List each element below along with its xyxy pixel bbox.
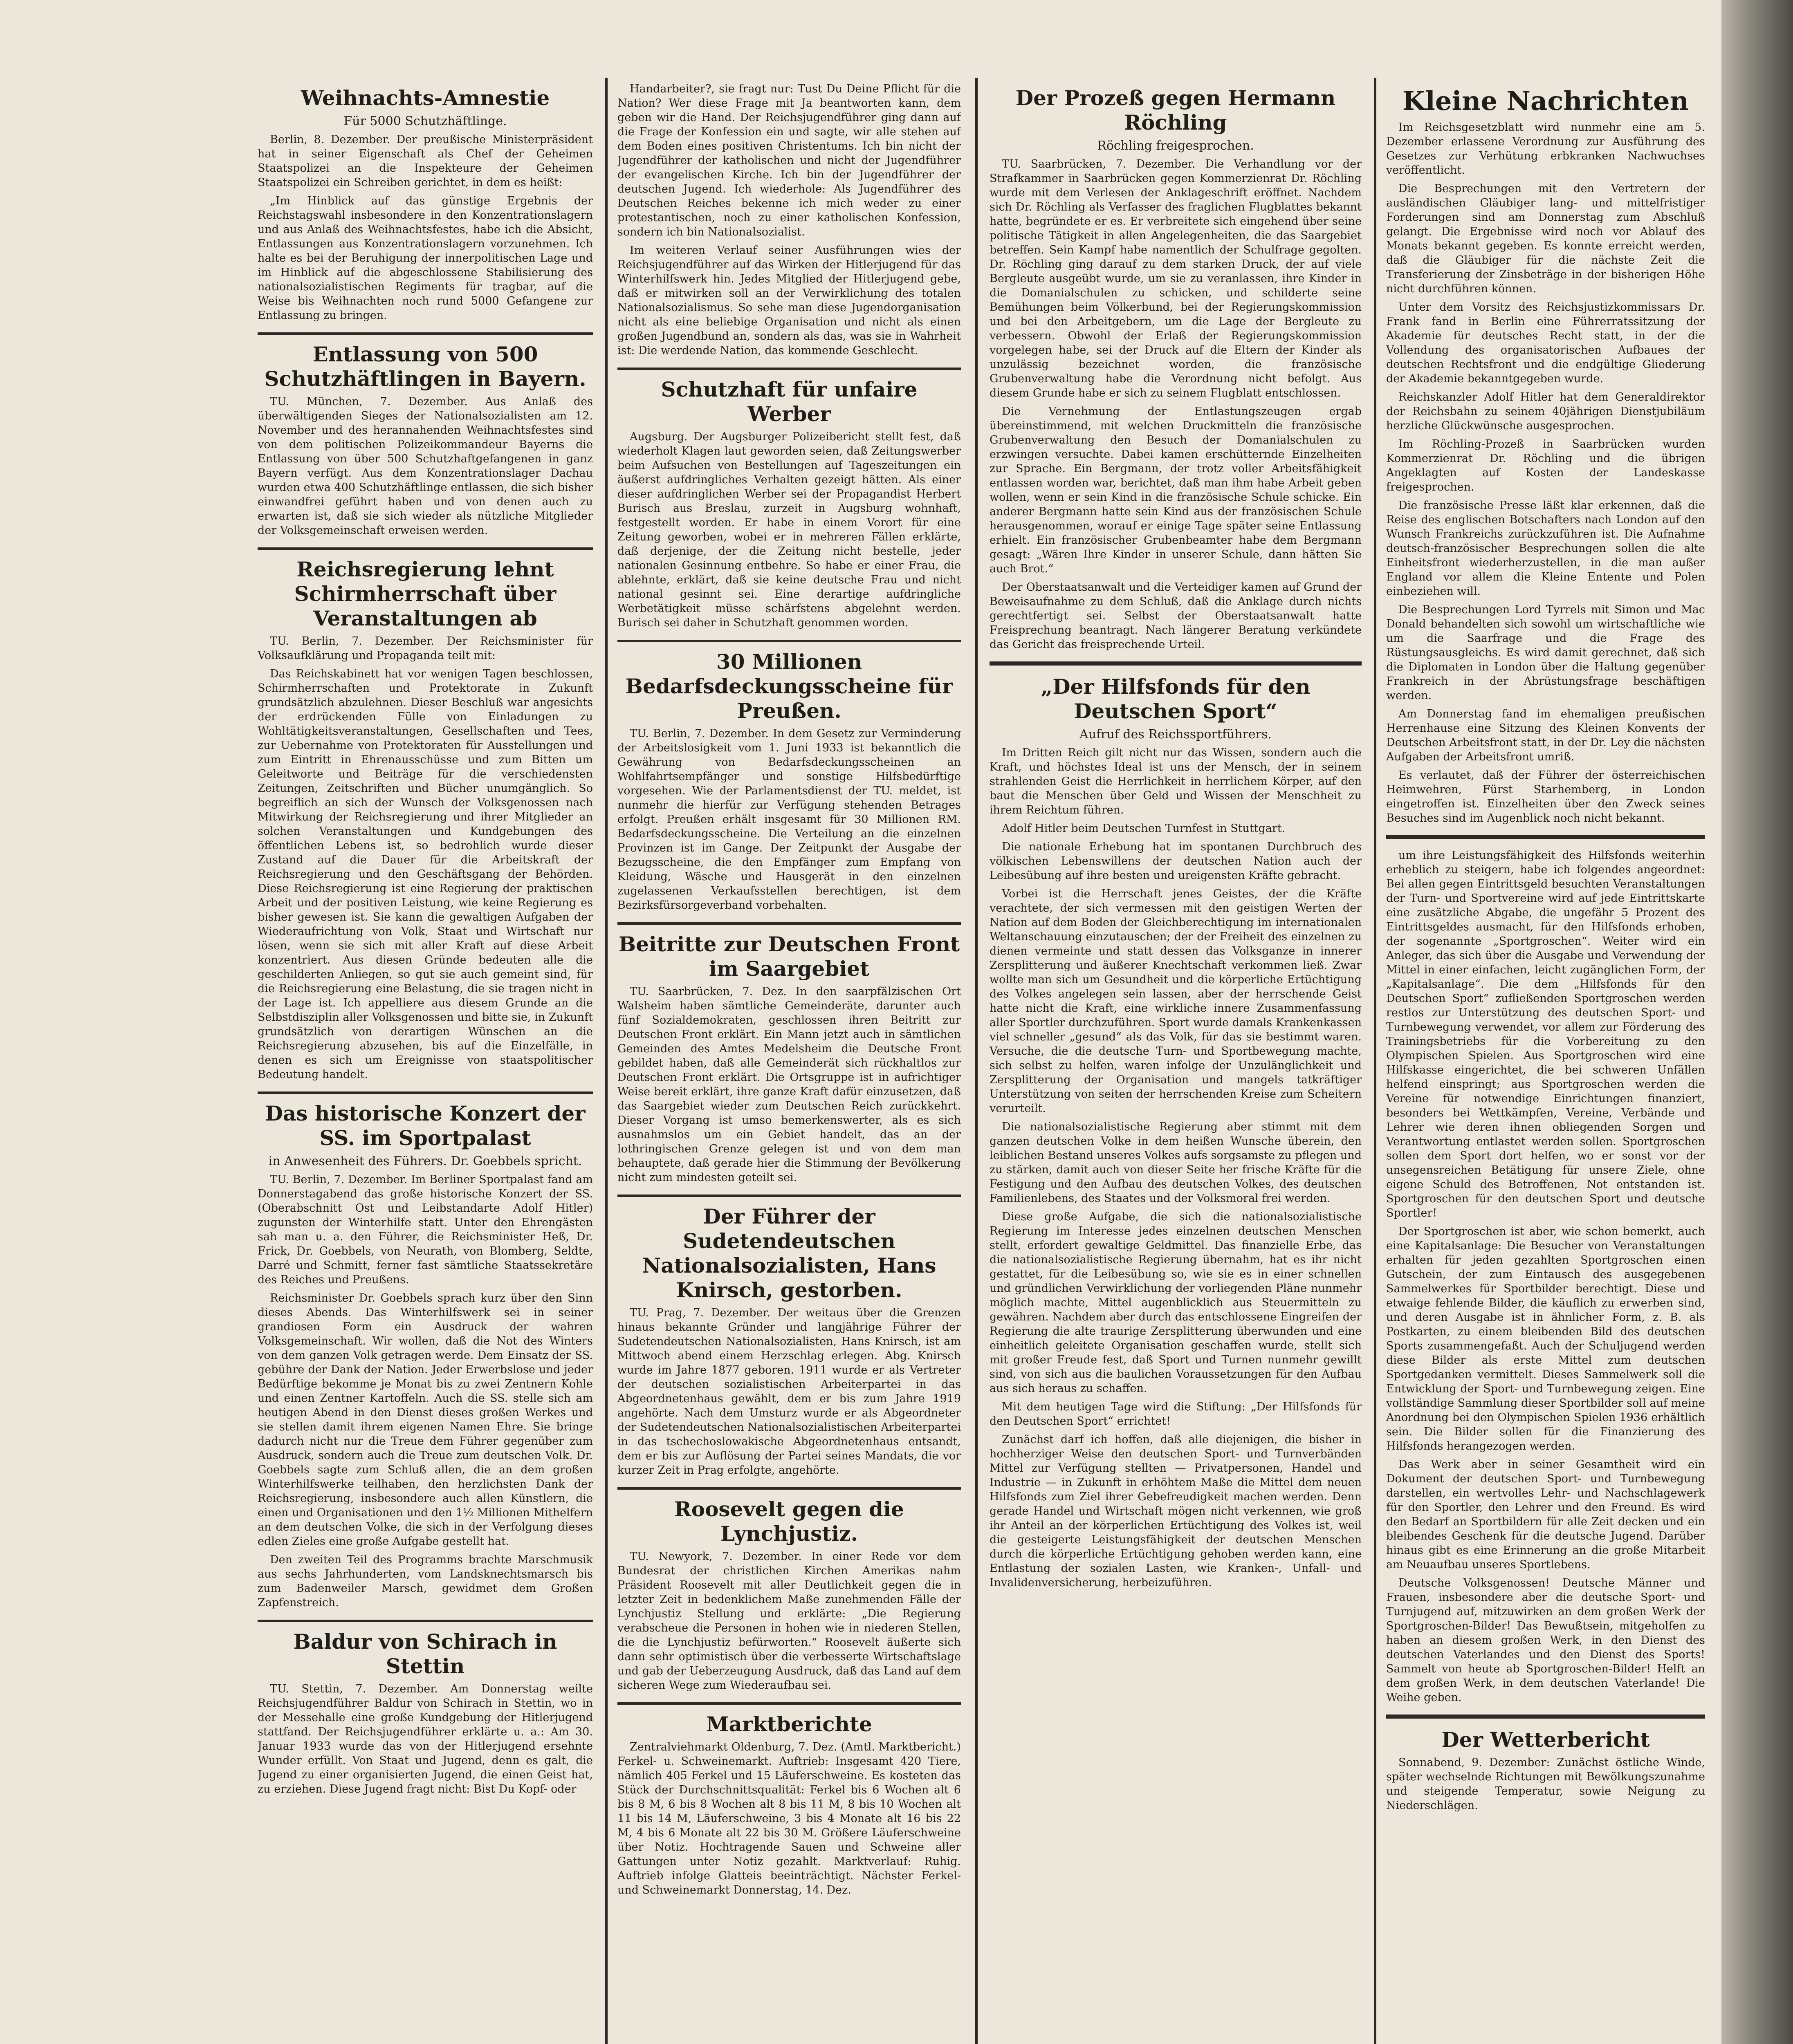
- article-paragraph: Die französische Presse läßt klar erkennen, daß die Reise des englischen Botschafters nach London auf den Wunsch Frankreichs zurückzuführen ist. Die Aufnahme deutsch-französischer Besprechungen sollen die alte Einheitsfront wiederherzustellen, in die man außer England vor allem die Kleine Entente und Polen einbeziehen will.: [1386, 499, 1705, 598]
- article-paragraph: um ihre Leistungsfähigkeit des Hilfsfonds weiterhin erheblich zu steigern, habe ich folgendes angeordnet: Bei allen gegen Eintrittsgeld besuchten Veranstaltungen der Turn- und Sportvereine wird auf jede Eintrittskarte eine zusätzliche Abgabe, die ungefähr 5 Prozent des Eintrittsgeldes ausmacht, für den Hilfsfonds erhoben, der sogenannte „Sportgroschen“. Weiter wird ein Anleger, das sich über die Ausgabe und Verwendung der Mittel in einer einfachen, leicht zugänglichen Form, der „Kapitalsanlage“. Die dem „Hilfsfonds für den Deutschen Sport“ zufließenden Sportgroschen werden restlos zur Unterstützung des deutschen Sport- und Turnbewegung verwendet, vor allem zur Förderung des Trainingsbetriebs für die Vorbereitung zu den Olympischen Spielen. Aus Sportgroschen wird eine Hilfskasse eingerichtet, die bei schweren Unfällen helfend einspringt; aus Sportgroschen werden die Vereine für notwendige Einrichtungen finanziert, besonders bei Wettkämpfen, Vereine, Verbände und Lehrer wie deren ihnen obliegenden Sorgen und Verantwortung entlastet werden sollen. Sportgroschen sollen dem Sport dort helfen, wo er sonst vor der unsegensreichen Betätigung für unsere Ziele, ohne eigene Schuld des Betroffenen, Not entstanden ist. Sportgroschen für den deutschen Sport und deutsche Sportler!: [1386, 849, 1705, 1219]
- column-rule: [1374, 78, 1376, 2044]
- article-separator: [1386, 1715, 1705, 1719]
- article-heading: Schutzhaft für unfaire Werber: [661, 377, 918, 426]
- article-paragraph: TU. Saarbrücken, 7. Dezember. Die Verhandlung vor der Strafkammer in Saarbrücken gegen Kommerzienrat Dr. Röchling wurde mit dem Verlesen der Anklageschrift eröffnet. Nachdem sich Dr. Röchling als Verfasser des fraglichen Flugblattes bekannt hatte, begründete er es. Er verbreitete sich eingehend über seine politische Tätigkeit in allen Angelegenheiten, die das Saargebiet betreffen. Sein Kampf habe namentlich der Schulfrage gegolten. Dr. Röchling ging darauf zu dem starken Druck, der auf viele Bergleute ausgeübt wurde, um sie zu veranlassen, ihre Kinder in die Domanialschulen zu schicken, und schilderte seine Bemühungen beim Völkerbund, bei der Regierungskommission und bei den Arbeitgebern, um die Lage der Bergleute zu verbessern. Obwohl der Erlaß der Regierungskommission vorgelegen habe, sei der Druck auf die Eltern der Kinder als unzulässig bezeichnet worden, die französische Grubenverwaltung habe die Verordnung nicht befolgt. Aus diesem Grunde habe er sich zu seinem Flugblatt entschlossen.: [990, 158, 1362, 399]
- article-heading: Der Führer der Sudetendeutschen Nationalsozialisten, Hans Knirsch, gestorben.: [642, 1204, 936, 1302]
- article-paragraph: TU. Berlin, 7. Dezember. In dem Gesetz zur Verminderung der Arbeitslosigkeit vom 1. Juni 1933 ist bekanntlich die Gewährung von Bedarfsdeckungsscheinen an Wohlfahrtsempfänger und sonstige Hilfsbedürftige vorgesehen. Wie der Parlamentsdienst der TU. meldet, ist nunmehr die hierfür zur Verfügung stehenden Betrages erfolgt. Preußen erhält insgesamt für 30 Millionen RM. Bedarfsdeckungsscheine. Die Verteilung an die einzelnen Provinzen ist im Gange. Der Zeitpunkt der Ausgabe der Bezugsscheine, die den Empfänger zum Empfang von Kleidung, Wäsche und Hausgerät in den einzelnen zugelassenen Verkaufsstellen berechtigen, ist dem Bezirksfürsorgeverband vorbehalten.: [617, 727, 961, 912]
- column-2: [617, 82, 961, 2044]
- article: [258, 86, 593, 323]
- article-paragraph: TU. Prag, 7. Dezember. Der weitaus über die Grenzen hinaus bekannte Gründer und langjährige Führer der Sudetendeutschen Nationalsozialisten, Hans Knirsch, ist am Mittwoch abend einem Herzschlag erlegen. Abg. Knirsch wurde im Jahre 1877 geboren. 1911 wurde er als Vertreter der deutschen sozialistischen Arbeiterpartei in das Abgeordnetenhaus gewählt, dem er bis zum Jahre 1919 angehörte. Nach dem Umsturz wurde er als Abgeordneter der Sudetendeutschen Nationalsozialistischen Arbeiterpartei in das tschechoslowakische Abgeordnetenhaus entsandt, dem er bis zur Auflösung der Partei seines Mandats, die vor kurzer Zeit in Prag erfolgte, angehörte.: [617, 1307, 961, 1477]
- article-heading: Marktberichte: [706, 1712, 872, 1736]
- article-paragraph: Es verlautet, daß der Führer der österreichischen Heimwehren, Fürst Starhemberg, in London eingetroffen ist. Einzelheiten über den Zweck seines Besuches sind im Augenblick noch nicht bekannt.: [1386, 769, 1705, 825]
- article-paragraph: Im Reichsgesetzblatt wird nunmehr eine am 5. Dezember erlassene Verordnung zur Ausführung des Gesetzes zur Verhütung erbkranken Nachwuchses veröffentlicht.: [1386, 121, 1705, 177]
- article-separator: [617, 1702, 961, 1705]
- article-separator: [1386, 835, 1705, 839]
- article: [617, 650, 961, 912]
- article: [258, 342, 593, 538]
- article-heading: Weihnachts-Amnestie: [301, 86, 550, 110]
- article: [1386, 848, 1705, 1705]
- article-heading: Der Prozeß gegen Hermann Röchling: [1015, 86, 1336, 134]
- book-spine: [1721, 0, 1793, 2044]
- article-separator: [990, 661, 1362, 666]
- article: [617, 1712, 961, 1897]
- article-paragraph: TU. Saarbrücken, 7. Dez. In den saarpfälzischen Ort Walsheim haben sämtliche Gemeinderäte, darunter auch fünf Sozialdemokraten, geschlossen ihren Beitritt zur Deutschen Front erklärt. Ein Mann jetzt auch in sämtlichen Gemeinden des Amtes Medelsheim die Deutsche Front gebildet haben, daß alle Gemeinderät sich rückhaltlos zur Deutschen Front erklärt. Die Ortsgruppe ist in aufrichtiger Weise bereit erklärt, ihre ganze Kraft dafür einzusetzen, daß das Saargebiet wieder zum Deutschen Reich zurückkehrt. Dieser Vorgang ist umso bemerkenswerter, als es sich ausnahmslos um ein Gebiet handelt, das an der lothringischen Grenze gelegen ist und von dem man behauptete, daß gerade hier die Stimmung der Bevölkerung nicht zum mindesten geteilt sei.: [617, 985, 961, 1184]
- article-separator: [617, 1487, 961, 1490]
- article-paragraph: Zentralviehmarkt Oldenburg, 7. Dez. (Amtl. Marktbericht.) Ferkel- u. Schweinemarkt. Auftrieb: Insgesamt 420 Tiere, nämlich 405 Ferkel und 15 Läuferschweine. Es kosteten das Stück der Durchschnittsqualität: Ferkel bis 6 Wochen alt 6 bis 8 M, 6 bis 8 Wochen alt 8 bis 11 M, 8 bis 10 Wochen alt 11 bis 14 M, Läuferschweine, 3 bis 4 Monate alt 16 bis 22 M, 4 bis 6 Monate alt 22 bis 30 M. Größere Läuferschweine über Notiz. Hochtragende Sauen und Schweine aller Gattungen unter Notiz gezahlt. Marktverlauf: Ruhig. Auftrieb infolge Glatteis beeinträchtigt. Nächster Ferkel- und Schweinemarkt Donnerstag, 14. Dez.: [617, 1741, 961, 1896]
- article-paragraph: Die nationalsozialistische Regierung aber stimmt mit dem ganzen deutschen Volke in dem heißen Wunsche überein, den leiblichen Bestand unseres Volkes aufs sorgsamste zu pflegen und zu stärken, damit auch von dieser Seite her frische Kräfte für die Festigung und den Aufbau des deutschen Volkes, des deutschen Familienlebens, des Staates und der Volksmoral frei werden.: [990, 1121, 1362, 1205]
- article-separator: [258, 547, 593, 550]
- article-paragraph: Berlin, 8. Dezember. Der preußische Ministerpräsident hat in seiner Eigenschaft als Chef der Geheimen Staatspolizei an die Inspekteure der Geheimen Staatspolizei ein Schreiben gerichtet, in dem es heißt:: [258, 133, 593, 189]
- column-rule: [605, 78, 608, 2044]
- article: [990, 86, 1362, 652]
- article-paragraph: Die Vernehmung der Entlastungszeugen ergab übereinstimmend, mit welchen Druckmitteln die französische Grubenverwaltung den Besuch der Domanialschulen zu erzwingen versuchte. Dabei kamen erschütternde Einzelheiten zur Sprache. Ein Bergmann, der trotz voller Arbeitsfähigkeit entlassen worden war, berichtet, daß man ihm habe Arbeit geben wollen, wenn er sein Kind in die französische Schule schicke. Ein anderer Bergmann hatte sein Kind aus der französischen Schule herausgenommen, worauf er einige Tage später seine Entlassung erhielt. Ein französischer Grubenbeamter habe dem Bergmann gesagt: „Wären Ihre Kinder in unserer Schule, dann hätten Sie auch Brot.“: [990, 405, 1362, 575]
- article-heading: Reichsregierung lehnt Schirmherrschaft über Veranstaltungen ab: [294, 557, 557, 630]
- article-paragraph: Der Oberstaatsanwalt und die Verteidiger kamen auf Grund der Beweisaufnahme zu dem Schluß, daß die Anklage durch nichts gerechtfertigt sei. Selbst der Oberstaatsanwalt hatte Freisprechung beantragt. Nach längerer Beratung verkündete das Gericht das freisprechende Urteil.: [990, 581, 1362, 651]
- article-heading: Beitritte zur Deutschen Front im Saargebiet: [618, 932, 960, 981]
- article-paragraph: Diese große Aufgabe, die sich die nationalsozialistische Regierung im Interesse jedes einzelnen deutschen Menschen stellt, erfordert gewaltige Geldmittel. Das finanzielle Erbe, das die nationalsozialistische Regierung übernahm, hat es ihr nicht gestattet, für die Leibesübung so, wie sie es in einer schnellen und gründlichen Verwirklichung der vorliegenden Pläne nunmehr möglich machte, Mittel augenblicklich aus Steuermitteln zu gewähren. Nachdem aber durch das entschlossene Eingreifen der Regierung die alte traurige Zersplitterung überwunden und eine einheitlich geleitete Organisation geschaffen wurde, stellt sich mit großer Freude fest, daß Sport und Turnen nunmehr gewillt sind, von sich aus die baulichen Voraussetzungen für den Aufbau aus sich heraus zu schaffen.: [990, 1210, 1362, 1395]
- article-separator: [258, 1091, 593, 1094]
- article-paragraph: Handarbeiter?, sie fragt nur: Tust Du Deine Pflicht für die Nation? Wer diese Frage mit Ja beantworten kann, dem geben wir die Hand. Der Reichsjugendführer ging dann auf die Frage der Konfession ein und sagte, wir alle stehen auf dem Boden eines positiven Christentums. Ich bin nicht der Jugendführer der katholischen und nicht der Jugendführer der evangelischen Kirche. Ich bin der Jugendführer der deutschen Jugend. Ich wiederhole: Als Jugendführer des Deutschen Reiches bekenne ich mich weder zu einer protestantischen, noch zu einer katholischen Konfession, sondern ich bin Nationalsozialist.: [617, 83, 961, 238]
- article-paragraph: Zunächst darf ich hoffen, daß alle diejenigen, die bisher in hochherziger Weise den deutschen Sport- und Turnverbänden Mittel zur Verfügung stellten — Privatpersonen, Handel und Industrie — in Zukunft in erhöhtem Maße die Mittel dem neuen Hilfsfonds zum Ziel ihrer Gebefreudigkeit machen werden. Denn gerade Handel und Wirtschaft mögen nicht verkennen, wie groß ihr Anteil an der körperlichen Ertüchtigung des Volkes ist, weil die gesteigerte Leistungsfähigkeit der deutschen Menschen durch die körperliche Ertüchtigung gehoben werden kann, eine Entlastung der sozialen Lasten, wie Kranken-, Unfall- und Invalidenversicherung, herbeizuführen.: [990, 1433, 1362, 1589]
- article: [258, 557, 593, 1082]
- article-paragraph: TU. Berlin, 7. Dezember. Im Berliner Sportpalast fand am Donnerstagabend das große historische Konzert der SS. (Oberabschnitt Ost und Leibstandarte Adolf Hitler) zugunsten der Winterhilfe statt. Unter den Ehrengästen sah man u. a. den Führer, die Reichsminister Heß, Dr. Frick, Dr. Goebbels, von Neurath, von Blomberg, Seldte, Darré und Schmitt, ferner fast sämtliche Staatssekretäre des Reiches und Preußens.: [258, 1173, 593, 1286]
- article-subheading: Aufruf des Reichssportführers.: [1079, 727, 1272, 742]
- article-paragraph: Den zweiten Teil des Programms brachte Marschmusik aus sechs Jahrhunderten, vom Landsknechtsmarsch bis zum Badenweiler Marsch, gewidmet dem Großen Zapfenstreich.: [258, 1553, 593, 1609]
- article-heading: Der Wetterbericht: [1441, 1728, 1650, 1752]
- article-paragraph: Deutsche Volksgenossen! Deutsche Männer und Frauen, insbesondere aber die deutsche Sport- und Turnjugend auf, mitzuwirken an dem großen Werk der Sportgroschen-Bilder! Das Bewußtsein, mitgeholfen zu haben an diesem großen Werk, in den Dienst des deutschen Vaterlandes und den Dienst des Sports! Sammelt von heute ab Sportgroschen-Bilder! Helft an dem großen Werk, in dem deutschen Vaterlande! Die Weihe geben.: [1386, 1577, 1705, 1704]
- article-heading: Kleine Nachrichten: [1402, 86, 1689, 117]
- article-heading: Entlassung von 500 Schutzhäftlingen in Bayern.: [264, 342, 586, 391]
- article-paragraph: Im Dritten Reich gilt nicht nur das Wissen, sondern auch die Kraft, und höchstes Ideal ist uns der Mensch, der in seinem strahlenden Geist die Herrlichkeit in herrlichem Körper, auf den baut die Menschen über Geld und Wissen der Menschheit zu ihrem Reichtum führen.: [990, 746, 1362, 816]
- article-paragraph: Die nationale Erhebung hat im spontanen Durchbruch des völkischen Lebenswillens der deutschen Nation auch der Leibesübung auf ihre besten und ureigensten Kräfte gebracht.: [990, 840, 1362, 882]
- column-rule: [975, 78, 978, 2044]
- article: [1386, 1728, 1705, 1813]
- article-subheading: Für 5000 Schutzhäftlinge.: [343, 114, 507, 128]
- article-paragraph: Reichsminister Dr. Goebbels sprach kurz über den Sinn dieses Abends. Das Winterhilfswerk sei in seiner grandiosen Form ein Ausdruck der wahren Volksgemeinschaft. Wir wollen, daß die Not des Winters von dem ganzen Volk getragen werde. Dem Einsatz der SS. gebühre der Dank der Nation. Jeder Erwerbslose und jeder Bedürftige bekomme je Monat bis zu zwei Zentnern Kohle und einen Zentner Kartoffeln. Auch die SS. stelle sich am heutigen Abend in den Dienst dieses großen Werkes und sie stellen damit ihrem eigenen Namen Ehre. Sie bringe dadurch nicht nur die Treue dem Führer gegenüber zum Ausdruck, sondern auch die Treue zum deutschen Volk. Dr. Goebbels sagte zum Schluß allen, die an dem großen Winterhilfswerke teilhaben, den herzlichsten Dank der Reichsregierung, insbesondere auch allen Künstlern, die einen und Organisationen und den 1½ Millionen Mithelfern an dem deutschen Volke, die sich in der Verfolgung dieses edlen Zieles eine große Aufgabe gestellt hat.: [258, 1292, 593, 1548]
- article: [617, 1497, 961, 1692]
- article-subheading: Röchling freigesprochen.: [1097, 139, 1254, 153]
- article-paragraph: TU. Berlin, 7. Dezember. Der Reichsminister für Volksaufklärung und Propaganda teilt mit:: [258, 635, 593, 662]
- article: [617, 932, 961, 1185]
- article-paragraph: Reichskanzler Adolf Hitler hat dem Generaldirektor der Reichsbahn zu seinem 40jährigen Dienstjubiläum herzliche Glückwünsche ausgesprochen.: [1386, 391, 1705, 432]
- article-paragraph: TU. München, 7. Dezember. Aus Anlaß des überwältigenden Sieges der Nationalsozialisten am 12. November und des herannahenden Weihnachtsfestes sind von dem politischen Polizeikommandeur Bayerns die Entlassung von über 500 Schutzhaftgefangenen in ganz Bayern verfügt. Aus dem Konzentrationslager Dachau wurden etwa 400 Schutzhäftlinge entlassen, die sich bisher einwandfrei geführt haben und von denen auch zu erwarten ist, daß sie sich wieder als nützliche Mitglieder der Volksgemeinschaft erweisen werden.: [258, 395, 593, 537]
- article-paragraph: Am Donnerstag fand im ehemaligen preußischen Herrenhause eine Sitzung des Kleinen Konvents der Deutschen Arbeitsfront statt, in der Dr. Ley die nächsten Aufgaben der Arbeitsfront umriß.: [1386, 708, 1705, 763]
- article: [258, 1101, 593, 1610]
- column-1: [258, 82, 593, 2044]
- article-paragraph: TU. Newyork, 7. Dezember. In einer Rede vor dem Bundesrat der christlichen Kirchen Amerikas nahm Präsident Roosevelt mit aller Deutlichkeit gegen die in letzter Zeit in bedenklichem Maße zunehmenden Fälle der Lynchjustiz Stellung und erklärte: „Die Regierung verabscheue die Personen in hohen wie in niederen Stellen, die die Lynchjustiz befürworten.“ Roosevelt äußerte sich dann sehr optimistisch über die verbesserte Wirtschaftslage und gab der Ueberzeugung Ausdruck, daß das Land auf dem sicheren Wege zum Wiederaufbau sei.: [617, 1550, 961, 1692]
- article-paragraph: Sonnabend, 9. Dezember: Zunächst östliche Winde, später wechselnde Richtungen mit Bewölkungszunahme und steigende Temperatur, sowie Neigung zu Niederschlägen.: [1386, 1756, 1705, 1812]
- article-heading: Baldur von Schirach in Stettin: [293, 1629, 557, 1678]
- article-paragraph: Die Besprechungen mit den Vertretern der ausländischen Gläubiger lang- und mittelfristiger Forderungen sind am Donnerstag zum Abschluß gelangt. Die Ergebnisse wird noch vor Ablauf des Monats bekannt gegeben. Es konnte erreicht werden, daß die Gläubiger für die nächste Zeit die Transferierung der Zinsbeträge in der bisherigen Höhe nicht durchführen können.: [1386, 182, 1705, 295]
- article-heading: Das historische Konzert der SS. im Sportpalast: [265, 1101, 586, 1150]
- article: [617, 377, 961, 630]
- article-separator: [617, 1195, 961, 1197]
- article-subheading: in Anwesenheit des Führers. Dr. Goebbels spricht.: [268, 1154, 582, 1168]
- article-paragraph: Adolf Hitler beim Deutschen Turnfest in Stuttgart.: [1002, 822, 1286, 835]
- article-paragraph: „Im Hinblick auf das günstige Ergebnis der Reichstagswahl insbesondere in den Konzentrationslagern und aus Anlaß des Weihnachtsfestes, habe ich die Absicht, Entlassungen aus Konzentrationslagern vorzunehmen. Ich halte es bei der Beruhigung der innerpolitischen Lage und im Hinblick auf die abgeschlossene Stabilisierung des nationalsozialistischen Regiments für tragbar, auf die Weise bis Weihnachten noch rund 5000 Gefangene zur Entlassung zu bringen.: [258, 195, 593, 322]
- article-paragraph: Augsburg. Der Augsburger Polizeibericht stellt fest, daß wiederholt Klagen laut geworden seien, daß Zeitungswerber beim Aufsuchen von Bestellungen auf Tageszeitungen ein äußerst aufdringliches Verhalten gezeigt hätten. Als einer dieser aufdringlichen Werber sei der Propagandist Herbert Burisch aus Breslau, zurzeit in Augsburg wohnhaft, festgestellt worden. Er habe in einem Vorort für eine Zeitung geworben, wobei er in mehreren Fällen erklärte, daß derjenige, der die Zeitung nicht bestelle, jeder nationalen Gesinnung entbehre. So habe er einer Frau, die ablehnte, erklärt, daß sie keine deutsche Frau und nicht national gesinnt sei. Eine derartige aufdringliche Werbetätigkeit müsse schärfstens abgelehnt werden. Burisch sei daher in Schutzhaft genommen worden.: [617, 430, 961, 629]
- article-separator: [617, 922, 961, 925]
- column-4: [1386, 82, 1705, 2044]
- article: [990, 675, 1362, 1590]
- article: [617, 82, 961, 358]
- article: [617, 1204, 961, 1477]
- article-paragraph: Unter dem Vorsitz des Reichsjustizkommissars Dr. Frank fand in Berlin eine Führerratssitzung der Akademie für deutsches Recht statt, in der die Vollendung des organisatorischen Aufbaues der deutschen Rechtsfront und die endgültige Gliederung der Akademie bekanntgegeben wurde.: [1386, 301, 1705, 385]
- article-separator: [258, 332, 593, 335]
- article-paragraph: Vorbei ist die Herrschaft jenes Geistes, der die Kräfte verachtete, der sich vermessen mit den geistigen Werten der Nation auf dem Boden der Gleichberechtigung im internationalen Weltanschauung einzutauschen; der der Freiheit des einzelnen zu dienen vermeinte und statt dessen das Volksganze in innerer Zersplitterung und äußerer Knechtschaft verkommen ließ. Zwar wollte man sich um Gesundheit und die körperliche Ertüchtigung des Volkes angelegen sein lassen, aber der herrschende Geist hatte nicht die Kraft, eine wirkliche innere Zusammenfassung aller Sportler durchzuführen. Sport wurde damals Krankenkassen viel schneller „gesund“ als das Volk, für das sie bestimmt waren. Versuche, die die deutsche Turn- und Sportbewegung machte, sich selbst zu helfen, waren infolge der Unzulänglichkeit und Zersplitterung der Organisation und mangels tatkräftiger Unterstützung von seiten der herrschenden Kreise zum Scheitern verurteilt.: [990, 888, 1362, 1115]
- article-paragraph: Im weiteren Verlauf seiner Ausführungen wies der Reichsjugendführer auf das Wirken der Hitlerjugend für das Winterhilfswerk hin. Jedes Mitglied der Hitlerjugend gebe, daß er mitwirken soll an der Verwirklichung des totalen Nationalsozialismus. So sehe man diese Jugendorganisation nicht als eine beliebige Organisation und nicht als einen großen Jugendbund an, sondern als das, was sie in Wahrheit ist: Die werdende Nation, das kommende Geschlecht.: [617, 244, 961, 357]
- article: [1386, 86, 1705, 825]
- article-paragraph: Im Röchling-Prozeß in Saarbrücken wurden Kommerzienrat Dr. Röchling und die übrigen Angeklagten auf Kosten der Landeskasse freigesprochen.: [1386, 438, 1705, 493]
- article-paragraph: Das Reichskabinett hat vor wenigen Tagen beschlossen, Schirmherrschaften und Protektorate in Zukunft grundsätzlich abzulehnen. Dieser Beschluß war angesichts der erdrückenden Fülle von Einladungen zu Wohltätigkeitsveranstaltungen, Gesellschaften und Tees, zur Uebernahme von Protektoraten für Ausstellungen und zum Eintritt in Ehrenausschüsse und zum Bitten um Geleitworte und Beiträge für die verschiedensten Zeitungen, Zeitschriften und Bücher unumgänglich. So begreiflich an sich der Wunsch der Volksgenossen nach Mitwirkung der Reichsregierung und ihrer Mitglieder an solchen Veranstaltungen und Kundgebungen des öffentlichen Lebens ist, so bedrohlich wurde dieser Zustand auf die Dauer für die Arbeitskraft der Reichsregierung und den Geschäftsgang der Behörden. Diese Reichsregierung ist eine Regierung der praktischen Arbeit und der positiven Leistung, wie keine Regierung es bisher gewesen ist. Sie kann die gewaltigen Aufgaben der Wiederaufrichtung von Volk, Staat und Wirtschaft nur lösen, wenn sie sich mit aller Kraft auf diese Arbeit konzentriert. Aus diesen Gründe bedeuten alle die geschilderten Anliegen, so gut sie auch gemeint sind, für die Reichsregierung eine Belastung, die sie tragen nicht in der Lage ist. Ich appelliere aus diesem Grunde an die Selbstdisziplin aller Volksgenossen und bitte sie, in Zukunft grundsätzlich von derartigen Wünschen an die Reichsregierung abzusehen, bis auf die Einzelfälle, in denen es sich um Ereignisse von staatspolitischer Bedeutung handelt.: [258, 668, 593, 1081]
- article: [258, 1629, 593, 1796]
- article-paragraph: Das Werk aber in seiner Gesamtheit wird ein Dokument der deutschen Sport- und Turnbewegung darstellen, ein wertvolles Lehr- und Nachschlagewerk für den Sportler, den Lehrer und den Freund. Es wird den Bedarf an Sportbildern für alle Zeit decken und ein bleibendes Geschenk für die deutsche Jugend. Darüber hinaus gibt es eine Erinnerung an die große Mitarbeit am Neuaufbau unseres Sportlebens.: [1386, 1458, 1705, 1571]
- article-paragraph: TU. Stettin, 7. Dezember. Am Donnerstag weilte Reichsjugendführer Baldur von Schirach in Stettin, wo in der Messehalle eine große Kundgebung der Hitlerjugend stattfand. Der Reichsjugendführer erklärte u. a.: Am 30. Januar 1933 wurde das von der Hitlerjugend ersehnte Wunder erfüllt. Von Staat und Jugend, denn es galt, die Jugend zu einer organisierten Jugend, die einen Geist hat, zu erziehen. Diese Jugend fragt nicht: Bist Du Kopf- oder: [258, 1683, 593, 1795]
- article-paragraph: Die Besprechungen Lord Tyrrels mit Simon und Mac Donald behandelten sich sowohl um wirtschaftliche wie um die Saarfrage und die Frage des Rüstungsausgleichs. Es wird damit gerechnet, daß sich die Diplomaten in London über die Haltung gegenüber Frankreich in der Abrüstungsfrage beschäftigen werden.: [1386, 603, 1705, 702]
- article-heading: 30 Millionen Bedarfsdeckungsscheine für Preußen.: [625, 650, 953, 723]
- article-paragraph: Der Sportgroschen ist aber, wie schon bemerkt, auch eine Kapitalsanlage: Die Besucher von Veranstaltungen erhalten für jeden gezahlten Sportgroschen einen Gutschein, der zum Eintausch des ausgegebenen Sammelwerkes für Sportbilder berechtigt. Diese und etwaige fehlende Bilder, die käuflich zu erwerben sind, und deren Ausgabe ist in ähnlicher Form, z. B. als Postkarten, zu einem bleibenden Bild des deutschen Sports zusammengefaßt. Auch der Schuljugend werden diese Bilder als erste Mittel zum deutschen Sportgedanken vermittelt. Dieses Sammelwerk soll die Entwicklung der Sport- und Turnbewegung zeigen. Eine vollständige Sammlung dieser Sportbilder soll auf meine Anordnung bei den Olympischen Spielen 1936 erhältlich sein. Die Bilder sollen für die Finanzierung des Hilfsfonds herangezogen werden.: [1386, 1225, 1705, 1452]
- column-3: [990, 82, 1362, 2044]
- article-separator: [617, 368, 961, 370]
- article-heading: „Der Hilfsfonds für den Deutschen Sport“: [1041, 675, 1311, 723]
- article-separator: [617, 640, 961, 642]
- article-separator: [258, 1620, 593, 1622]
- article-paragraph: Mit dem heutigen Tage wird die Stiftung: „Der Hilfsfonds für den Deutschen Sport“ errichtet!: [990, 1401, 1362, 1428]
- article-heading: Roosevelt gegen die Lynchjustiz.: [674, 1497, 904, 1546]
